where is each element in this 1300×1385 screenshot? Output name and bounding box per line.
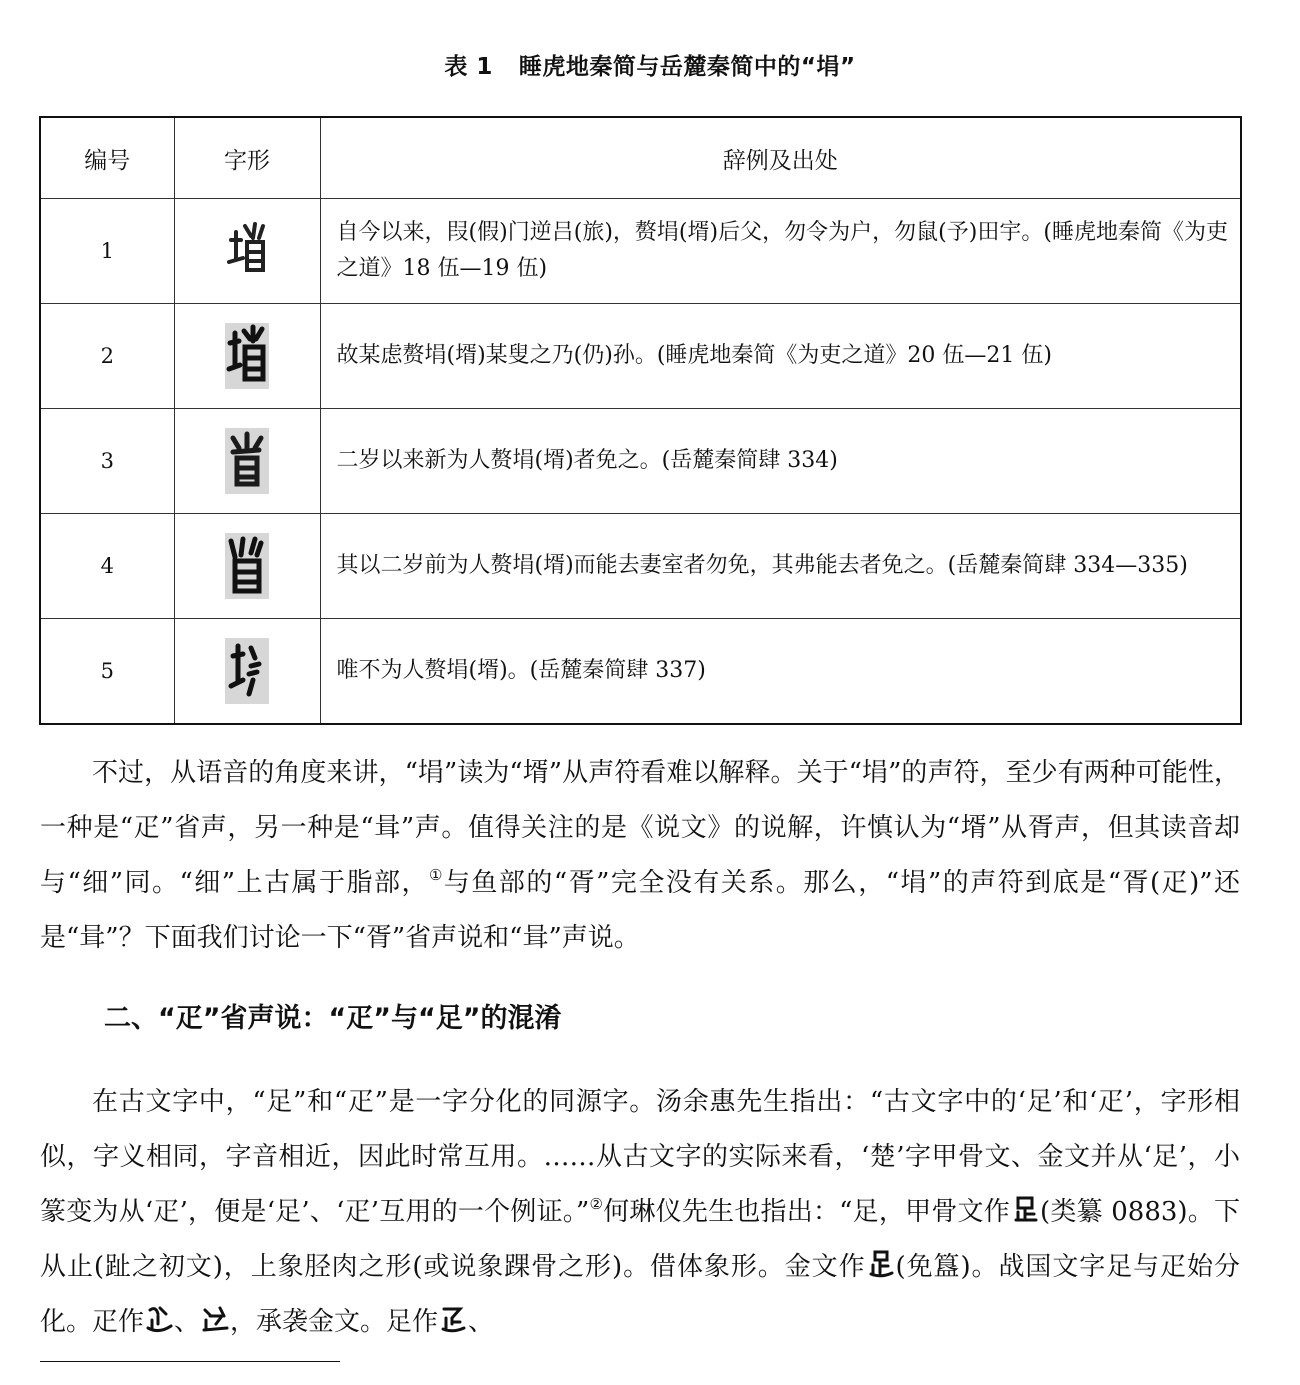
table-row (40, 409, 1241, 514)
slip-character-image (225, 638, 269, 704)
header-example: 辞例及出处 (320, 117, 1241, 199)
table-caption (0, 48, 1300, 81)
table-number: 表 1 (444, 54, 493, 80)
paragraph-text: 不过，从语音的角度来讲，“埍”读为“壻”从声符看难以解释。关于“埍”的声符，至少有两种可能性，一种是“疋”省声，另一种是“咠”声。值得关注的是《说文》的说解，许慎认为“壻”从胥声，但其读音却与“细”同。“细”上古属于脂部， (40, 758, 1240, 898)
warring-states-glyph-icon (200, 1304, 230, 1334)
table-row (40, 199, 1241, 304)
table-row (40, 619, 1241, 725)
row-example: 二岁以来新为人赘埍(壻)者免之。(岳麓秦简肆 334) (320, 409, 1241, 514)
paragraph (40, 746, 1240, 966)
paragraph-text: 何琳仪先生也指出：“足，甲骨文作 (603, 1197, 1010, 1227)
row-glyph (174, 514, 320, 619)
row-number: 3 (40, 409, 174, 514)
row-number: 2 (40, 304, 174, 409)
paragraph-text: 、 (174, 1307, 201, 1337)
paragraph (40, 1075, 1240, 1350)
table-header-row (40, 117, 1241, 199)
row-example: 唯不为人赘埍(壻)。(岳麓秦简肆 337) (320, 619, 1241, 725)
slip-table (39, 116, 1242, 725)
row-number: 1 (40, 199, 174, 304)
slip-character-image (225, 323, 269, 389)
footnote-marker: ② (589, 1195, 604, 1213)
table-row (40, 304, 1241, 409)
paragraph-text: 与鱼部的“胥”完全没有关系。那么，“埍”的声符到底是“胥(疋)”还是“咠”？下面我们讨论一下“胥”省声说和“咠”声说。 (40, 868, 1240, 953)
paragraph-text: ，承袭金文。足作 (230, 1307, 439, 1337)
header-number: 编号 (40, 117, 174, 199)
row-example: 自今以来，叚(假)门逆吕(旅)，赘埍(壻)后父，勿令为户，勿鼠(予)田宇。(睡虎地秦简《为吏之道》18 伍—19 伍) (320, 199, 1241, 304)
slip-character-image (225, 533, 269, 599)
row-glyph (174, 199, 320, 304)
row-glyph (174, 619, 320, 725)
footnote-divider (40, 1361, 340, 1362)
slip-character-image (225, 218, 269, 284)
slip-character-image (225, 428, 269, 494)
table-title: 睡虎地秦简与岳麓秦简中的“埍” (518, 54, 856, 80)
paragraph-text: (免簋)。战国文字足与疋始分化。疋作 (40, 1252, 1240, 1337)
paragraph-text: 、 (468, 1307, 495, 1337)
footnote-marker: ① (428, 866, 444, 884)
paragraph-text: 在古文字中，“足”和“疋”是一字分化的同源字。汤余惠先生指出：“古文字中的‘足’和‘疋’，字形相似，字义相同，字音相近，因此时常互用。……从古文字的实际来看，‘楚’字甲骨文、金文并从‘足’，小篆变为从‘疋’，便是‘足’、‘疋’互用的一个例证。” (40, 1087, 1240, 1227)
warring-states-glyph-icon (144, 1304, 174, 1334)
section-heading: 二、“疋”省声说：“疋”与“足”的混淆 (104, 1003, 562, 1034)
bronze-glyph-icon (866, 1249, 896, 1279)
row-number: 5 (40, 619, 174, 725)
oracle-bone-glyph-icon (1010, 1194, 1040, 1224)
row-number: 4 (40, 514, 174, 619)
row-example: 其以二岁前为人赘埍(壻)而能去妻室者勿免，其弗能去者免之。(岳麓秦简肆 334—335) (320, 514, 1241, 619)
row-glyph (174, 304, 320, 409)
header-glyph: 字形 (174, 117, 320, 199)
row-example: 故某虑赘埍(壻)某叟之乃(仍)孙。(睡虎地秦简《为吏之道》20 伍—21 伍) (320, 304, 1241, 409)
table-row (40, 514, 1241, 619)
warring-states-glyph-icon (438, 1304, 468, 1334)
paragraph-text: (类纂 0883)。下从止(趾之初文)，上象胫肉之形(或说象踝骨之形)。借体象形。金文作 (40, 1197, 1240, 1282)
row-glyph (174, 409, 320, 514)
